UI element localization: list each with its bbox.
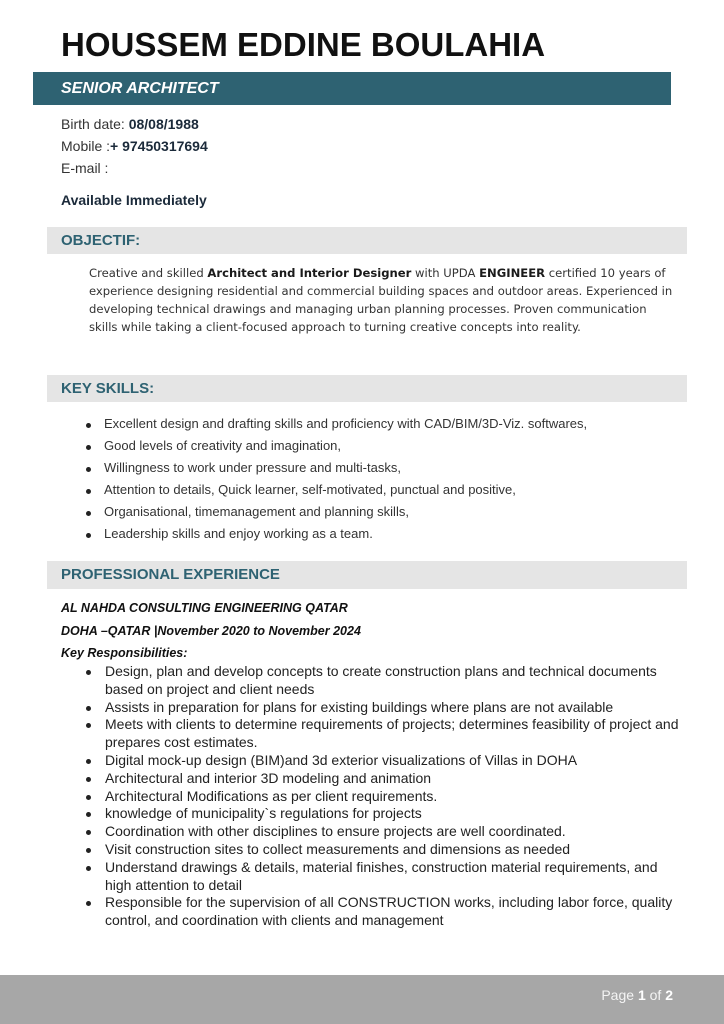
- mobile-value: + 97450317694: [110, 138, 208, 154]
- objective-text-part: Creative and skilled: [89, 266, 208, 280]
- job-title-banner: [33, 72, 671, 105]
- page-label: Page: [601, 987, 638, 1003]
- experience-section-header: [47, 561, 687, 589]
- mobile-label: Mobile :: [61, 138, 111, 154]
- responsibility-item: Visit construction sites to collect measurements and dimensions as needed: [84, 841, 684, 859]
- page-number: [601, 987, 673, 1003]
- objective-text-bold: Architect and Interior Designer: [207, 266, 412, 280]
- experience-heading: PROFESSIONAL EXPERIENCE: [61, 566, 280, 583]
- skill-item: Good levels of creativity and imagination,: [84, 438, 684, 460]
- location-dates: DOHA –QATAR |November 2020 to November 2024: [61, 624, 361, 638]
- page-current: 1: [637, 987, 646, 1003]
- skill-item: Excellent design and drafting skills and proficiency with CAD/BIM/3D-Viz. softwares,: [84, 416, 684, 438]
- company-name: AL NAHDA CONSULTING ENGINEERING QATAR: [61, 601, 348, 615]
- responsibility-item: Architectural Modifications as per client requirements.: [84, 788, 684, 806]
- page-total: 2: [665, 987, 673, 1003]
- skills-section-header: [47, 375, 687, 402]
- page-footer: [0, 975, 724, 1024]
- responsibility-item: Responsible for the supervision of all CONSTRUCTION works, including labor force, quality control, and coordination with clients and management: [84, 894, 684, 930]
- responsibility-item: Digital mock-up design (BIM)and 3d exterior visualizations of Villas in DOHA: [84, 752, 684, 770]
- skill-item: Attention to details, Quick learner, self-motivated, punctual and positive,: [84, 482, 684, 504]
- mobile-line: [61, 138, 208, 154]
- responsibility-item: Assists in preparation for plans for existing buildings where plans are not available: [84, 699, 684, 717]
- responsibilities-label: Key Responsibilities:: [61, 646, 188, 660]
- responsibility-item: Coordination with other disciplines to ensure projects are well coordinated.: [84, 823, 684, 841]
- skill-item: Leadership skills and enjoy working as a team.: [84, 526, 684, 548]
- job-title: SENIOR ARCHITECT: [61, 80, 219, 97]
- skill-item: Organisational, timemanagement and planning skills,: [84, 504, 684, 526]
- skill-item: Willingness to work under pressure and multi-tasks,: [84, 460, 684, 482]
- objective-section-header: [47, 227, 687, 254]
- objective-text-bold: ENGINEER: [479, 266, 546, 280]
- email-label: E-mail :: [61, 160, 109, 176]
- skills-list: [84, 416, 684, 548]
- birth-date-value: 08/08/1988: [128, 116, 199, 132]
- responsibility-item: Understand drawings & details, material finishes, construction material requirements, and high attention to detail: [84, 859, 684, 895]
- responsibility-item: Meets with clients to determine requirements of projects; determines feasibility of project and prepares cost estimates.: [84, 716, 684, 752]
- objective-text-part: certified 10 years of experience designing residential and commercial building spaces and outdoor areas. Experienced in developing technical drawings and managing urban planning processes. Proven communication skills while taking a client-focused approach to turning creative concepts into reality.: [89, 266, 673, 334]
- birth-date-label: Birth date:: [61, 116, 129, 132]
- skills-heading: KEY SKILLS:: [61, 380, 155, 397]
- objective-heading: OBJECTIF:: [61, 232, 141, 249]
- availability: Available Immediately: [61, 192, 207, 208]
- objective-text-part: with UPDA: [411, 266, 480, 280]
- candidate-name: HOUSSEM EDDINE BOULAHIA: [61, 26, 546, 63]
- responsibilities-list: [84, 663, 684, 930]
- birth-date-line: [61, 116, 199, 132]
- responsibility-item: Architectural and interior 3D modeling and animation: [84, 770, 684, 788]
- page-of-label: of: [645, 987, 666, 1003]
- responsibility-item: knowledge of municipality`s regulations for projects: [84, 805, 684, 823]
- email-line: [61, 160, 108, 176]
- responsibility-item: Design, plan and develop concepts to create construction plans and technical documents based on project and client needs: [84, 663, 684, 699]
- objective-text: [89, 264, 673, 336]
